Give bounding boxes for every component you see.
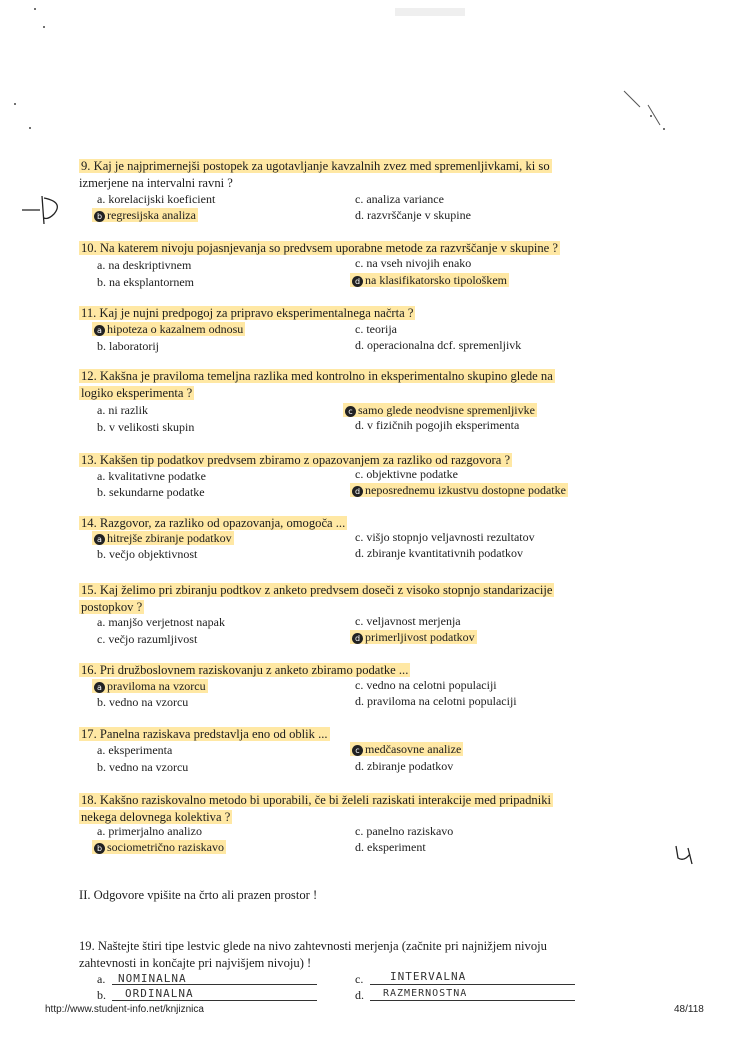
marked-answer-icon: d <box>352 633 363 644</box>
marked-answer-icon: a <box>94 325 105 336</box>
speck <box>43 26 45 28</box>
answer-b-label: b. <box>97 988 106 1002</box>
answer-c-line <box>370 984 575 985</box>
marked-answer-icon: b <box>94 211 105 222</box>
marked-answer-icon: c <box>352 745 363 756</box>
answer-c-label: c. <box>355 972 364 986</box>
option-b: b. na eksplantornem <box>97 275 194 289</box>
diagonal-pen-stroke <box>620 85 680 145</box>
option-b: b. vedno na vzorcu <box>97 695 189 709</box>
marked-answer-icon: c <box>345 406 356 417</box>
speck <box>34 8 36 10</box>
option-d: d. zbiranje podatkov <box>355 759 454 773</box>
option-c: c. panelno raziskavo <box>355 824 454 838</box>
footer-page-number: 48/118 <box>674 1004 704 1015</box>
question-stem-line: izmerjene na intervalni ravni ? <box>79 176 233 190</box>
speck <box>14 103 16 105</box>
option-c: c. teorija <box>355 322 397 336</box>
question-stem-line: 13. Kakšen tip podatkov predvsem zbiramo z opazovanjem za razliko od razgovora ? <box>81 453 511 467</box>
question-stem-line: 14. Razgovor, za razliko od opazovanja, omogoča ... <box>81 516 346 530</box>
question-stem-line: 12. Kakšna je praviloma temeljna razlika med kontrolno in eksperimentalno skupino glede na <box>81 369 553 383</box>
option-a: a. na deskriptivnem <box>97 258 192 272</box>
option-b: b. v velikosti skupin <box>97 420 195 434</box>
option-b: c. večjo razumljivost <box>97 632 198 646</box>
option-a: a. primerjalno analizo <box>97 824 202 838</box>
question-stem-line: 18. Kakšno raziskovalno metodo bi uporabili, če bi želeli raziskati interakcije med pripadniki <box>81 793 552 807</box>
marked-answer-icon: a <box>94 682 105 693</box>
option-c: c. višjo stopnjo veljavnosti rezultatov <box>355 530 535 544</box>
option-d: d. eksperiment <box>355 840 426 854</box>
option-c: c. veljavnost merjenja <box>355 614 461 628</box>
answer-a: NOMINALNA <box>118 972 187 985</box>
option-c: c. objektivne podatke <box>355 467 458 481</box>
answer-d: RAZMERNOSTNA <box>383 988 468 999</box>
question-stem-line: logiko eksperimenta ? <box>81 386 193 400</box>
option-d: d. v fizičnih pogojih eksperimenta <box>355 418 520 432</box>
option-c: samo glede neodvisne spremenljivke <box>358 403 535 417</box>
option-d: d. razvrščanje v skupine <box>355 208 471 222</box>
option-b: sociometrično raziskavo <box>107 840 224 854</box>
option-a: a. kvalitativne podatke <box>97 469 206 483</box>
question-stem-line: postopkov ? <box>81 600 143 614</box>
option-d: neposrednemu izkustvu dostopne podatke <box>365 483 566 497</box>
answer-d-label: d. <box>355 988 364 1002</box>
answer-c: INTERVALNA <box>390 970 467 983</box>
option-a: a. manjšo verjetnost napak <box>97 615 225 629</box>
option-d: d. zbiranje kvantitativnih podatkov <box>355 546 523 560</box>
option-b: b. večjo objektivnost <box>97 547 198 561</box>
marked-answer-icon: a <box>94 534 105 545</box>
option-d: d. operacionalna dcf. spremenljivk <box>355 338 522 352</box>
handwritten-margin-mark <box>20 188 80 228</box>
option-c: medčasovne analize <box>365 742 462 756</box>
question-stem-line: 19. Naštejte štiri tipe lestvic glede na nivo zahtevnosti merjenja (začnite pri najnižjem nivoju <box>79 939 547 953</box>
section-heading: II. Odgovore vpišite na črto ali prazen prostor ! <box>79 888 318 902</box>
question-stem-line: 15. Kaj želimo pri zbiranju podtkov z anketo predvsem doseči z visoko stopnjo standarizacije <box>81 583 553 597</box>
speck <box>29 127 31 129</box>
option-b: regresijska analiza <box>107 208 196 222</box>
marked-answer-icon: d <box>352 276 363 287</box>
option-b: b. laboratorij <box>97 339 159 353</box>
footer-url: http://www.student-info.net/knjiznica <box>45 1004 204 1015</box>
question-stem-line: 9. Kaj je najprimernejši postopek za ugotavljanje kavzalnih zvez med spremenljivkami, ki so <box>81 159 550 173</box>
scan-header-smudge <box>395 8 465 16</box>
question-stem-line: 10. Na katerem nivoju pojasnjevanja so predvsem uporabne metode za razvrščanje v skupine ? <box>81 241 558 255</box>
option-c: c. na vseh nivojih enako <box>355 256 472 270</box>
question-stem-line: 16. Pri družboslovnem raziskovanju z anketo zbiramo podatke ... <box>81 663 409 677</box>
option-b: b. sekundarne podatke <box>97 485 205 499</box>
option-a: a. eksperimenta <box>97 743 173 757</box>
option-d: primerljivost podatkov <box>365 630 475 644</box>
handwritten-margin-mark-right <box>670 838 700 868</box>
marked-answer-icon: d <box>352 486 363 497</box>
answer-a-label: a. <box>97 972 106 986</box>
option-c: c. vedno na celotni populaciji <box>355 678 497 692</box>
question-stem-line: nekega delovnega kolektiva ? <box>81 810 231 824</box>
answer-b: ORDINALNA <box>125 987 194 1000</box>
question-stem-line: 11. Kaj je nujni predpogoj za pripravo eksperimentalnega načrta ? <box>81 306 414 320</box>
option-d: na klasifikatorsko tipološkem <box>365 273 507 287</box>
option-c: c. analiza variance <box>355 192 444 206</box>
option-d: d. praviloma na celotni populaciji <box>355 694 517 708</box>
option-b: b. vedno na vzorcu <box>97 760 189 774</box>
option-a: a. korelacijski koeficient <box>97 192 216 206</box>
option-a: hipoteza o kazalnem odnosu <box>107 322 244 336</box>
option-a: a. ni razlik <box>97 403 148 417</box>
question-stem-line: zahtevnosti in končajte pri najvišjem nivoju) ! <box>79 956 312 970</box>
option-a: praviloma na vzorcu <box>107 679 206 693</box>
question-stem-line: 17. Panelna raziskava predstavlja eno od oblik ... <box>81 727 328 741</box>
marked-answer-icon: b <box>94 843 105 854</box>
option-a: hitrejše zbiranje podatkov <box>107 531 232 545</box>
